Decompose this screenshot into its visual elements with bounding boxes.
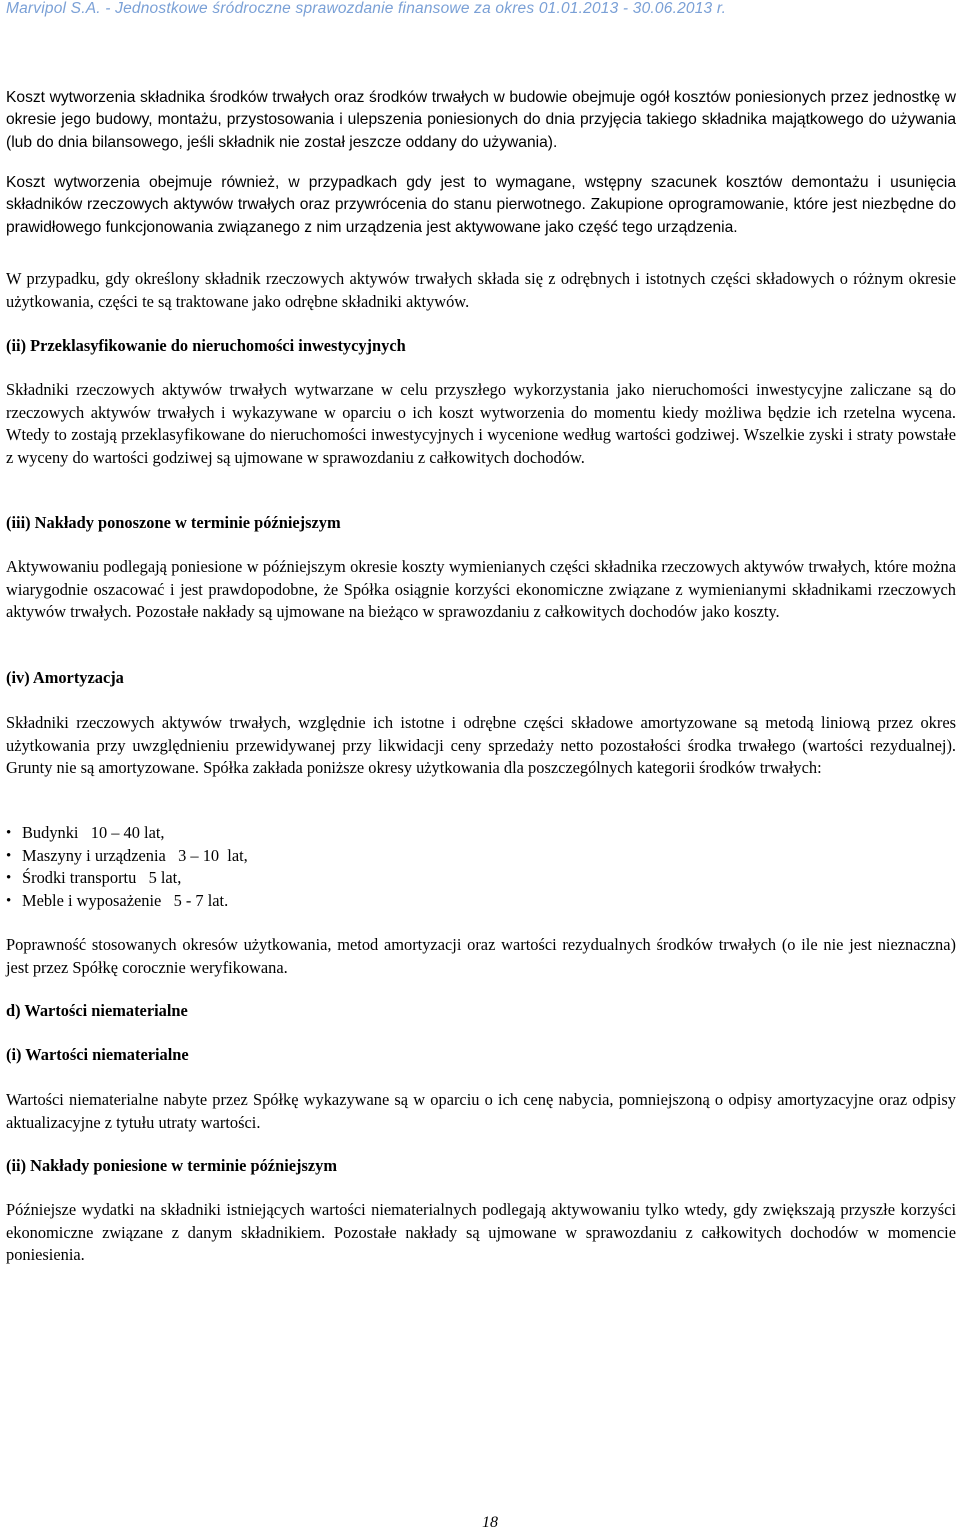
useful-life-list xyxy=(6,822,248,912)
heading-intangibles-subsequent: (ii) Nakłady poniesione w terminie późniejszym xyxy=(6,1156,337,1175)
paragraph-subsequent-costs: Aktywowaniu podlegają poniesione w późniejszym okresie koszty wymienianych części składnika rzeczowych aktywów trwałych, które można wiarygodnie oszacować i jest prawdopodobne, że Spółka osiągnie korzyści ekonomiczne związane z wymienianymi składnikami rzeczowych aktywów trwałych. Pozostałe nakłady są ujmowane na bieżąco w sprawozdaniu z całkowitych dochodów jako koszty. xyxy=(6,557,956,622)
paragraph-intangibles: Wartości niematerialne nabyte przez Spółkę wykazywane są w oparciu o ich cenę nabycia, pomniejszoną o odpisy amortyzacyjne oraz odpisy aktualizacyjne z tytułu utraty wartości. xyxy=(6,1090,956,1132)
paragraph-cost-scope: Koszt wytworzenia obejmuje również, w przypadkach gdy jest to wymagane, wstępny szacunek kosztów demontażu i usunięcia składników rzeczowych aktywów trwałych oraz przywrócenia do stanu pierwotnego. Zakupione oprogramowanie, które jest niezbędne do prawidłowego funkcjonowania związanego z nim urządzenia jest aktywowane jako część tego urządzenia. xyxy=(6,174,956,236)
heading-intangibles: (i) Wartości niematerialne xyxy=(6,1045,189,1064)
heading-subsequent-costs: (iii) Nakłady ponoszone w terminie późniejszym xyxy=(6,513,341,532)
list-item: • Budynki 10 – 40 lat, xyxy=(6,822,248,845)
heading-reclassification: (ii) Przeklasyfikowanie do nieruchomości inwestycyjnych xyxy=(6,336,406,355)
list-item: • Maszyny i urządzenia 3 – 10 lat, xyxy=(6,845,248,868)
page-number: 18 xyxy=(482,1514,498,1531)
paragraph-intangibles-subsequent: Późniejsze wydatki na składniki istniejących wartości niematerialnych podlegają aktywowaniu tylko wtedy, gdy zwiększają przyszłe korzyści ekonomiczne związane z danym składnikiem. Pozostałe nakłady są ujmowane w sprawozdaniu z całkowitych dochodów w momencie poniesienia. xyxy=(6,1200,956,1265)
heading-intangibles-section: d) Wartości niematerialne xyxy=(6,1001,188,1020)
list-item: • Meble i wyposażenie 5 - 7 lat. xyxy=(6,890,248,913)
heading-depreciation: (iv) Amortyzacja xyxy=(6,668,124,687)
paragraph-component-parts: W przypadku, gdy określony składnik rzeczowych aktywów trwałych składa się z odrębnych i istotnych części składowych o różnym okresie użytkowania, części te są traktowane jako odrębne składniki aktywów. xyxy=(6,269,956,311)
paragraph-depreciation: Składniki rzeczowych aktywów trwałych, względnie ich istotne i odrębne części składowe amortyzowane są metodą liniową przez okres użytkowania przy uwzględnieniu przewidywanej przy likwidacji ceny sprzedaży netto pozostałości środka trwałego (wartości rezydualnej). Grunty nie są amortyzowane. Spółka zakłada poniższe okresy użytkowania dla poszczególnych kategorii środków trwałych: xyxy=(6,713,956,778)
paragraph-reclassification: Składniki rzeczowych aktywów trwałych wytwarzane w celu przyszłego wykorzystania jako nieruchomości inwestycyjne zaliczane są do rzeczowych aktywów trwałych i wykazywane w oparciu o ich koszt wytworzenia do momentu kiedy możliwa będzie ich rzetelna wycena. Wtedy to zostają przeklasyfikowane do nieruchomości inwestycyjnych i wycenione według wartości godziwej. Wszelkie zyski i straty powstałe z wyceny do wartości godziwej są ujmowane w sprawozdaniu z całkowitych dochodów. xyxy=(6,380,956,467)
paragraph-verification: Poprawność stosowanych okresów użytkowania, metod amortyzacji oraz wartości rezydualnych środków trwałych (o ile nie jest nieznaczna) jest przez Spółkę corocznie weryfikowana. xyxy=(6,935,956,977)
list-item: • Środki transportu 5 lat, xyxy=(6,867,248,890)
document-header: Marvipol S.A. - Jednostkowe śródroczne sprawozdanie finansowe za okres 01.01.2013 - 30.06.2013 r. xyxy=(6,0,727,17)
paragraph-cost-definition: Koszt wytworzenia składnika środków trwałych oraz środków trwałych w budowie obejmuje ogół kosztów poniesionych przez jednostkę w okresie jego budowy, montażu, przystosowania i ulepszenia poniesionych do dnia przyjęcia takiego składnika majątkowego do używania (lub do dnia bilansowego, jeśli składnik nie został jeszcze oddany do używania). xyxy=(6,89,956,151)
